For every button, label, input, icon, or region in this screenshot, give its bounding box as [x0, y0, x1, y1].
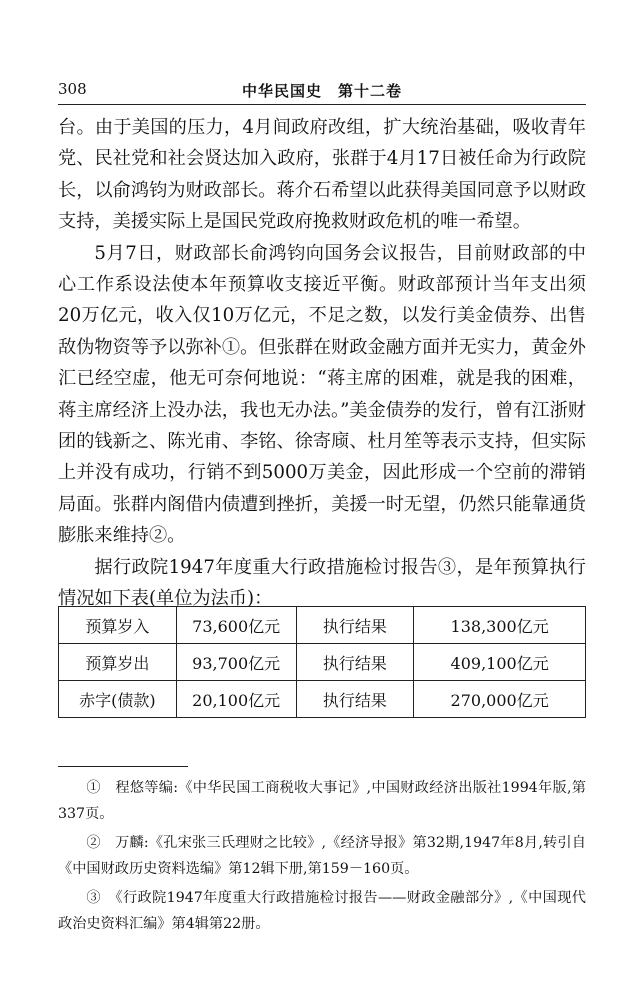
footnote-3: ③ 《行政院1947年度重大行政措施检讨报告——财政金融部分》,《中国现代政治史资料汇编》第4辑第22册。 — [58, 890, 586, 932]
table-cell-budget: 20,100亿元 — [176, 681, 296, 718]
table-row — [59, 607, 586, 644]
table-cell-result: 409,100亿元 — [414, 644, 586, 681]
table-cell-result-label: 执行结果 — [296, 607, 414, 644]
table-cell-budget: 93,700亿元 — [176, 644, 296, 681]
table-row — [59, 644, 586, 681]
table-cell-result: 270,000亿元 — [414, 681, 586, 718]
table-cell-result-label: 执行结果 — [296, 681, 414, 718]
table-row — [59, 681, 586, 718]
footnote-2: ② 万麟:《孔宋张三氏理财之比较》,《经济导报》第32期,1947年8月,转引自《中国财政历史资料选编》第12辑下册,第159－160页。 — [58, 835, 586, 877]
table-cell-item: 赤字(债款) — [59, 681, 177, 718]
paragraph-3: 据行政院1947年度重大行政措施检讨报告③，是年预算执行情况如下表(单位为法币)： — [58, 556, 586, 610]
page-header — [58, 80, 586, 106]
paragraph-2: 5月7日，财政部长俞鸿钧向国务会议报告，目前财政部的中心工作系设法使本年预算收支接近平衡。财政部预计当年支出须20万亿元，收入仅10万亿元，不足之数，以发行美金债券、出售敌伪物资等予以弥补①。但张群在财政金融方面并无实力，黄金外汇已经空虚，他无可奈何地说：“蒋主席的困难，就是我的困难，蒋主席经济上没办法，我也无办法。”美金债券的发行，曾有江浙财团的钱新之、陈光甫、李铭、徐寄庼、杜月笙等表示支持，但实际上并没有成功，行销不到5000万美金，因此形成一个空前的滞销局面。张群内阁借内债遭到挫折，美援一时无望，仍然只能靠通货膨胀来维持②。 — [58, 242, 586, 547]
header-rule — [58, 104, 586, 105]
footnotes — [58, 776, 586, 941]
budget-table — [58, 606, 586, 718]
table-cell-budget: 73,600亿元 — [176, 607, 296, 644]
footnote-rule — [58, 766, 188, 767]
table-cell-item: 预算岁入 — [59, 607, 177, 644]
footnote-1: ① 程悠等编:《中华民国工商税收大事记》,中国财政经济出版社1994年版,第337页。 — [58, 780, 586, 822]
table-cell-result: 138,300亿元 — [414, 607, 586, 644]
paragraph-1: 台。由于美国的压力，4月间政府改组，扩大统治基础，吸收青年党、民社党和社会贤达加入政府，张群于4月17日被任命为行政院长，以俞鸿钧为财政部长。蒋介石希望以此获得美国同意予以财政支持，美援实际上是国民党政府挽救财政危机的唯一希望。 — [58, 117, 586, 233]
running-title: 中华民国史 第十二卷 — [241, 82, 402, 100]
page-number: 308 — [58, 80, 87, 98]
table-cell-item: 预算岁出 — [59, 644, 177, 681]
body-text — [58, 112, 586, 615]
table-cell-result-label: 执行结果 — [296, 644, 414, 681]
